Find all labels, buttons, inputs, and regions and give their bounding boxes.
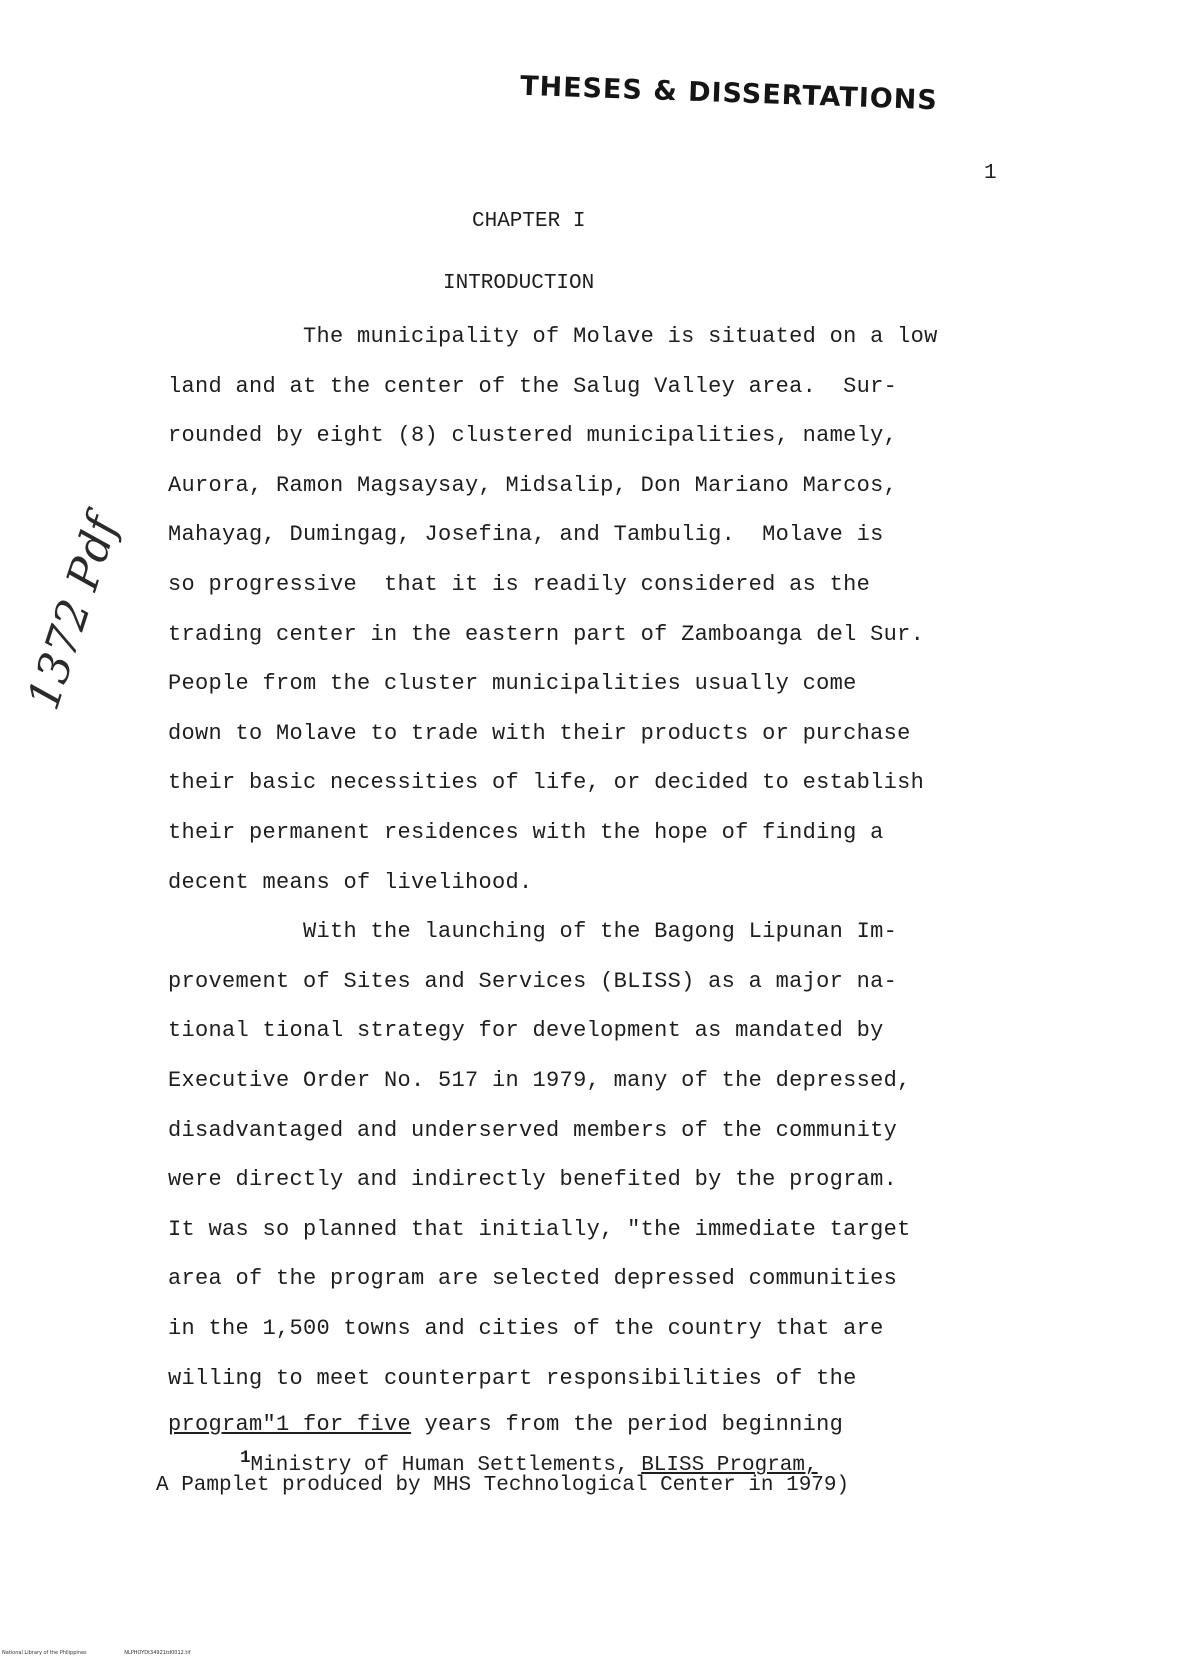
footnote-author: Ministry of Human Settlements, [250, 1454, 642, 1477]
handwritten-margin-note: 1372 Pdf [18, 509, 129, 716]
footer-filename: NLPHOYDt34921td0012.tif [124, 1650, 191, 1656]
body-line: rounded by eight (8) clustered municipalities, namely, [168, 423, 898, 449]
body-line: decent means of livelihood. [168, 869, 533, 895]
body-line: tional tional strategy for development as mandated by [168, 1018, 884, 1044]
body-line: land and at the center of the Salug Valley area. Sur- [168, 373, 898, 399]
body-line: area of the program are selected depressed communities [168, 1266, 898, 1292]
footer-library: National Library of the Philippines [2, 1650, 87, 1656]
footnote-line-2: A Pamplet produced by MHS Technological Center in 1979) [156, 1474, 850, 1497]
body-line: their basic necessities of life, or decided to establish [168, 770, 925, 796]
footnote-line-1 [240, 1448, 818, 1477]
section-heading: INTRODUCTION [443, 272, 595, 295]
body-line: provement of Sites and Services (BLISS) as a major na- [168, 968, 898, 994]
footnote-mark: 1 [240, 1448, 251, 1468]
body-line: It was so planned that initially, "the immediate target [168, 1216, 911, 1242]
body-line: The municipality of Molave is situated on a low [168, 324, 938, 349]
body-line: so progressive that it is readily considered as the [168, 572, 871, 597]
underlined-citation: program"1 for five [168, 1412, 412, 1437]
body-line: Aurora, Ramon Magsaysay, Midsalip, Don Mariano Marcos, [168, 472, 898, 498]
body-last-line [168, 1412, 843, 1437]
body-line: willing to meet counterpart responsibilities of the [168, 1365, 857, 1391]
body-line: Mahayag, Dumingag, Josefina, and Tambulig. Molave is [168, 522, 884, 548]
body-line: Executive Order No. 517 in 1979, many of the depressed, [168, 1068, 911, 1093]
chapter-title: CHAPTER I [472, 210, 586, 233]
scan-footer [2, 1650, 227, 1656]
body-line: People from the cluster municipalities usually come [168, 671, 857, 697]
page-number: 1 [984, 162, 997, 185]
body-line: their permanent residences with the hope of finding a [168, 820, 884, 845]
last-line-rest: years from the period beginning [411, 1412, 844, 1437]
footnote-title: BLISS Program, [641, 1454, 818, 1477]
body-line: With the launching of the Bagong Lipunan Im- [168, 919, 898, 945]
theses-stamp: THESES & DISSERTATIONS [519, 70, 939, 117]
body-line: trading center in the eastern part of Zamboanga del Sur. [168, 621, 925, 647]
body-line: down to Molave to trade with their products or purchase [168, 720, 911, 746]
body-line: in the 1,500 towns and cities of the country that are [168, 1316, 884, 1341]
body-line: were directly and indirectly benefited by the program. [168, 1167, 898, 1193]
body-line: disadvantaged and underserved members of the community [168, 1117, 898, 1143]
